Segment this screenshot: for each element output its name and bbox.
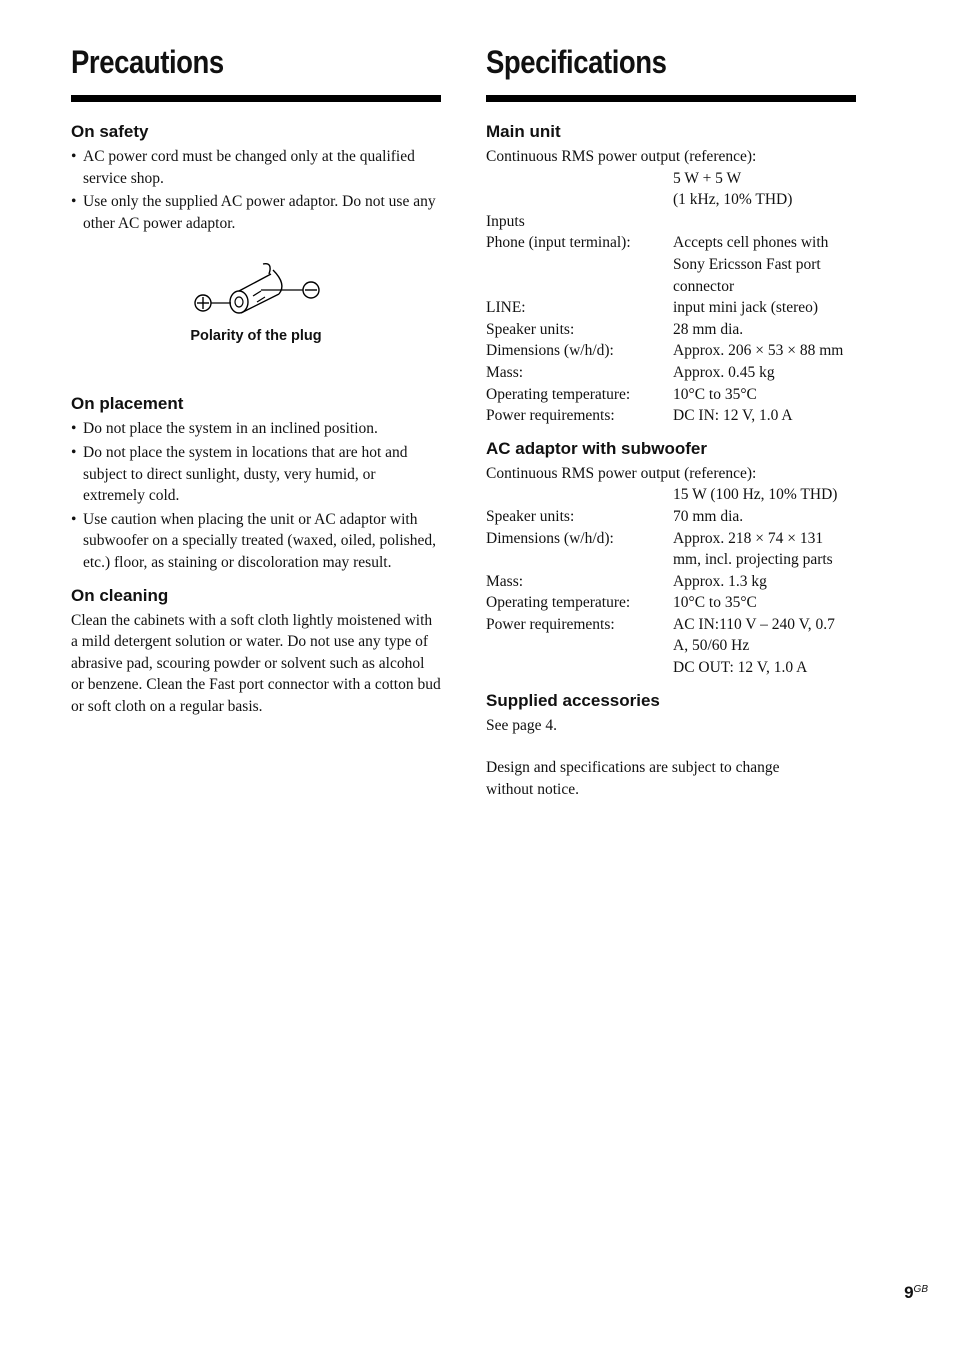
precautions-title: Precautions: [71, 44, 224, 80]
list-item: • Use only the supplied AC power adaptor. Do not use any other AC power adaptor.: [71, 193, 436, 232]
spec-label: Continuous RMS power output (reference):: [486, 464, 757, 482]
spec-row: Speaker units: 70 mm dia.: [486, 507, 744, 525]
spec-row: Phone (input terminal): Accepts cell phones with Sony Ericsson Fast port connector: [486, 234, 829, 295]
spec-row: Speaker units: 28 mm dia.: [486, 320, 744, 338]
ac-adaptor-heading: AC adaptor with subwoofer: [486, 438, 707, 458]
spec-row: Operating temperature: 10°C to 35°C: [486, 594, 757, 612]
figure-caption: Polarity of the plug: [190, 328, 322, 345]
spec-row: Power requirements: DC IN: 12 V, 1.0 A: [486, 407, 793, 425]
spec-row: Mass: Approx. 1.3 kg: [486, 572, 767, 590]
title-rule: [71, 95, 441, 102]
on-placement-heading: On placement: [71, 394, 184, 414]
spec-value: DC OUT: 12 V, 1.0 A: [673, 659, 808, 677]
list-item: • AC power cord must be changed only at the qualified service shop.: [71, 148, 415, 187]
main-unit-heading: Main unit: [486, 122, 561, 141]
spec-row: LINE: input mini jack (stereo): [486, 299, 819, 317]
main-unit-specs: [486, 146, 856, 427]
on-safety-list: [71, 146, 441, 234]
plug-polarity-icon: [191, 260, 331, 322]
supplied-accessories-text: See page 4.: [486, 716, 558, 734]
list-item: • Use caution when placing the unit or AC adaptor with subwoofer on a specially treated (waxed, oiled, polished, etc.) floor, as staining or discoloration may result.: [71, 510, 436, 571]
title-rule: [486, 95, 856, 102]
spec-value: 15 W (100 Hz, 10% THD): [673, 486, 838, 504]
plug-polarity-figure: [71, 260, 441, 350]
notice-text: Design and specifications are subject to change without notice.: [486, 759, 780, 798]
spec-value: (1 kHz, 10% THD): [673, 191, 793, 209]
precautions-column: [71, 40, 441, 718]
on-placement-list: [71, 418, 441, 573]
specifications-column: [486, 40, 856, 800]
spec-row: Dimensions (w/h/d): Approx. 206 × 53 × 88 mm: [486, 342, 844, 360]
page-number: $9^{GB}$: [904, 1283, 928, 1302]
list-item: • Do not place the system in locations that are hot and subject to direct sunlight, dusty, very humid, or extremely cold.: [71, 443, 408, 505]
ac-adaptor-specs: [486, 463, 856, 679]
spec-row: Operating temperature: 10°C to 35°C: [486, 385, 757, 403]
on-cleaning-text: Clean the cabinets with a soft cloth lightly moistened with a mild detergent solution or water. Do not use any type of abrasive pad, scouring powder or solvent such as alcohol or benzene. Clean the Fast port connector with a cotton bud or soft cloth on a regular basis.: [71, 611, 441, 715]
spec-value: 5 W + 5 W: [673, 169, 742, 187]
spec-row: Dimensions (w/h/d): Approx. 218 × 74 × 131 mm, incl. projecting parts: [486, 529, 833, 569]
spec-label: Continuous RMS power output (reference):: [486, 148, 757, 165]
supplied-accessories-heading: Supplied accessories: [486, 690, 660, 710]
spec-label: Inputs: [486, 212, 525, 230]
on-cleaning-heading: On cleaning: [71, 585, 169, 605]
spec-row: Mass: Approx. 0.45 kg: [486, 363, 775, 381]
specifications-title: Specifications: [486, 44, 667, 80]
on-safety-heading: On safety: [71, 122, 149, 141]
spec-row: Power requirements: AC IN:110 V – 240 V, 0.7 A, 50/60 Hz: [486, 615, 835, 655]
list-item: • Do not place the system in an inclined position.: [71, 420, 378, 438]
